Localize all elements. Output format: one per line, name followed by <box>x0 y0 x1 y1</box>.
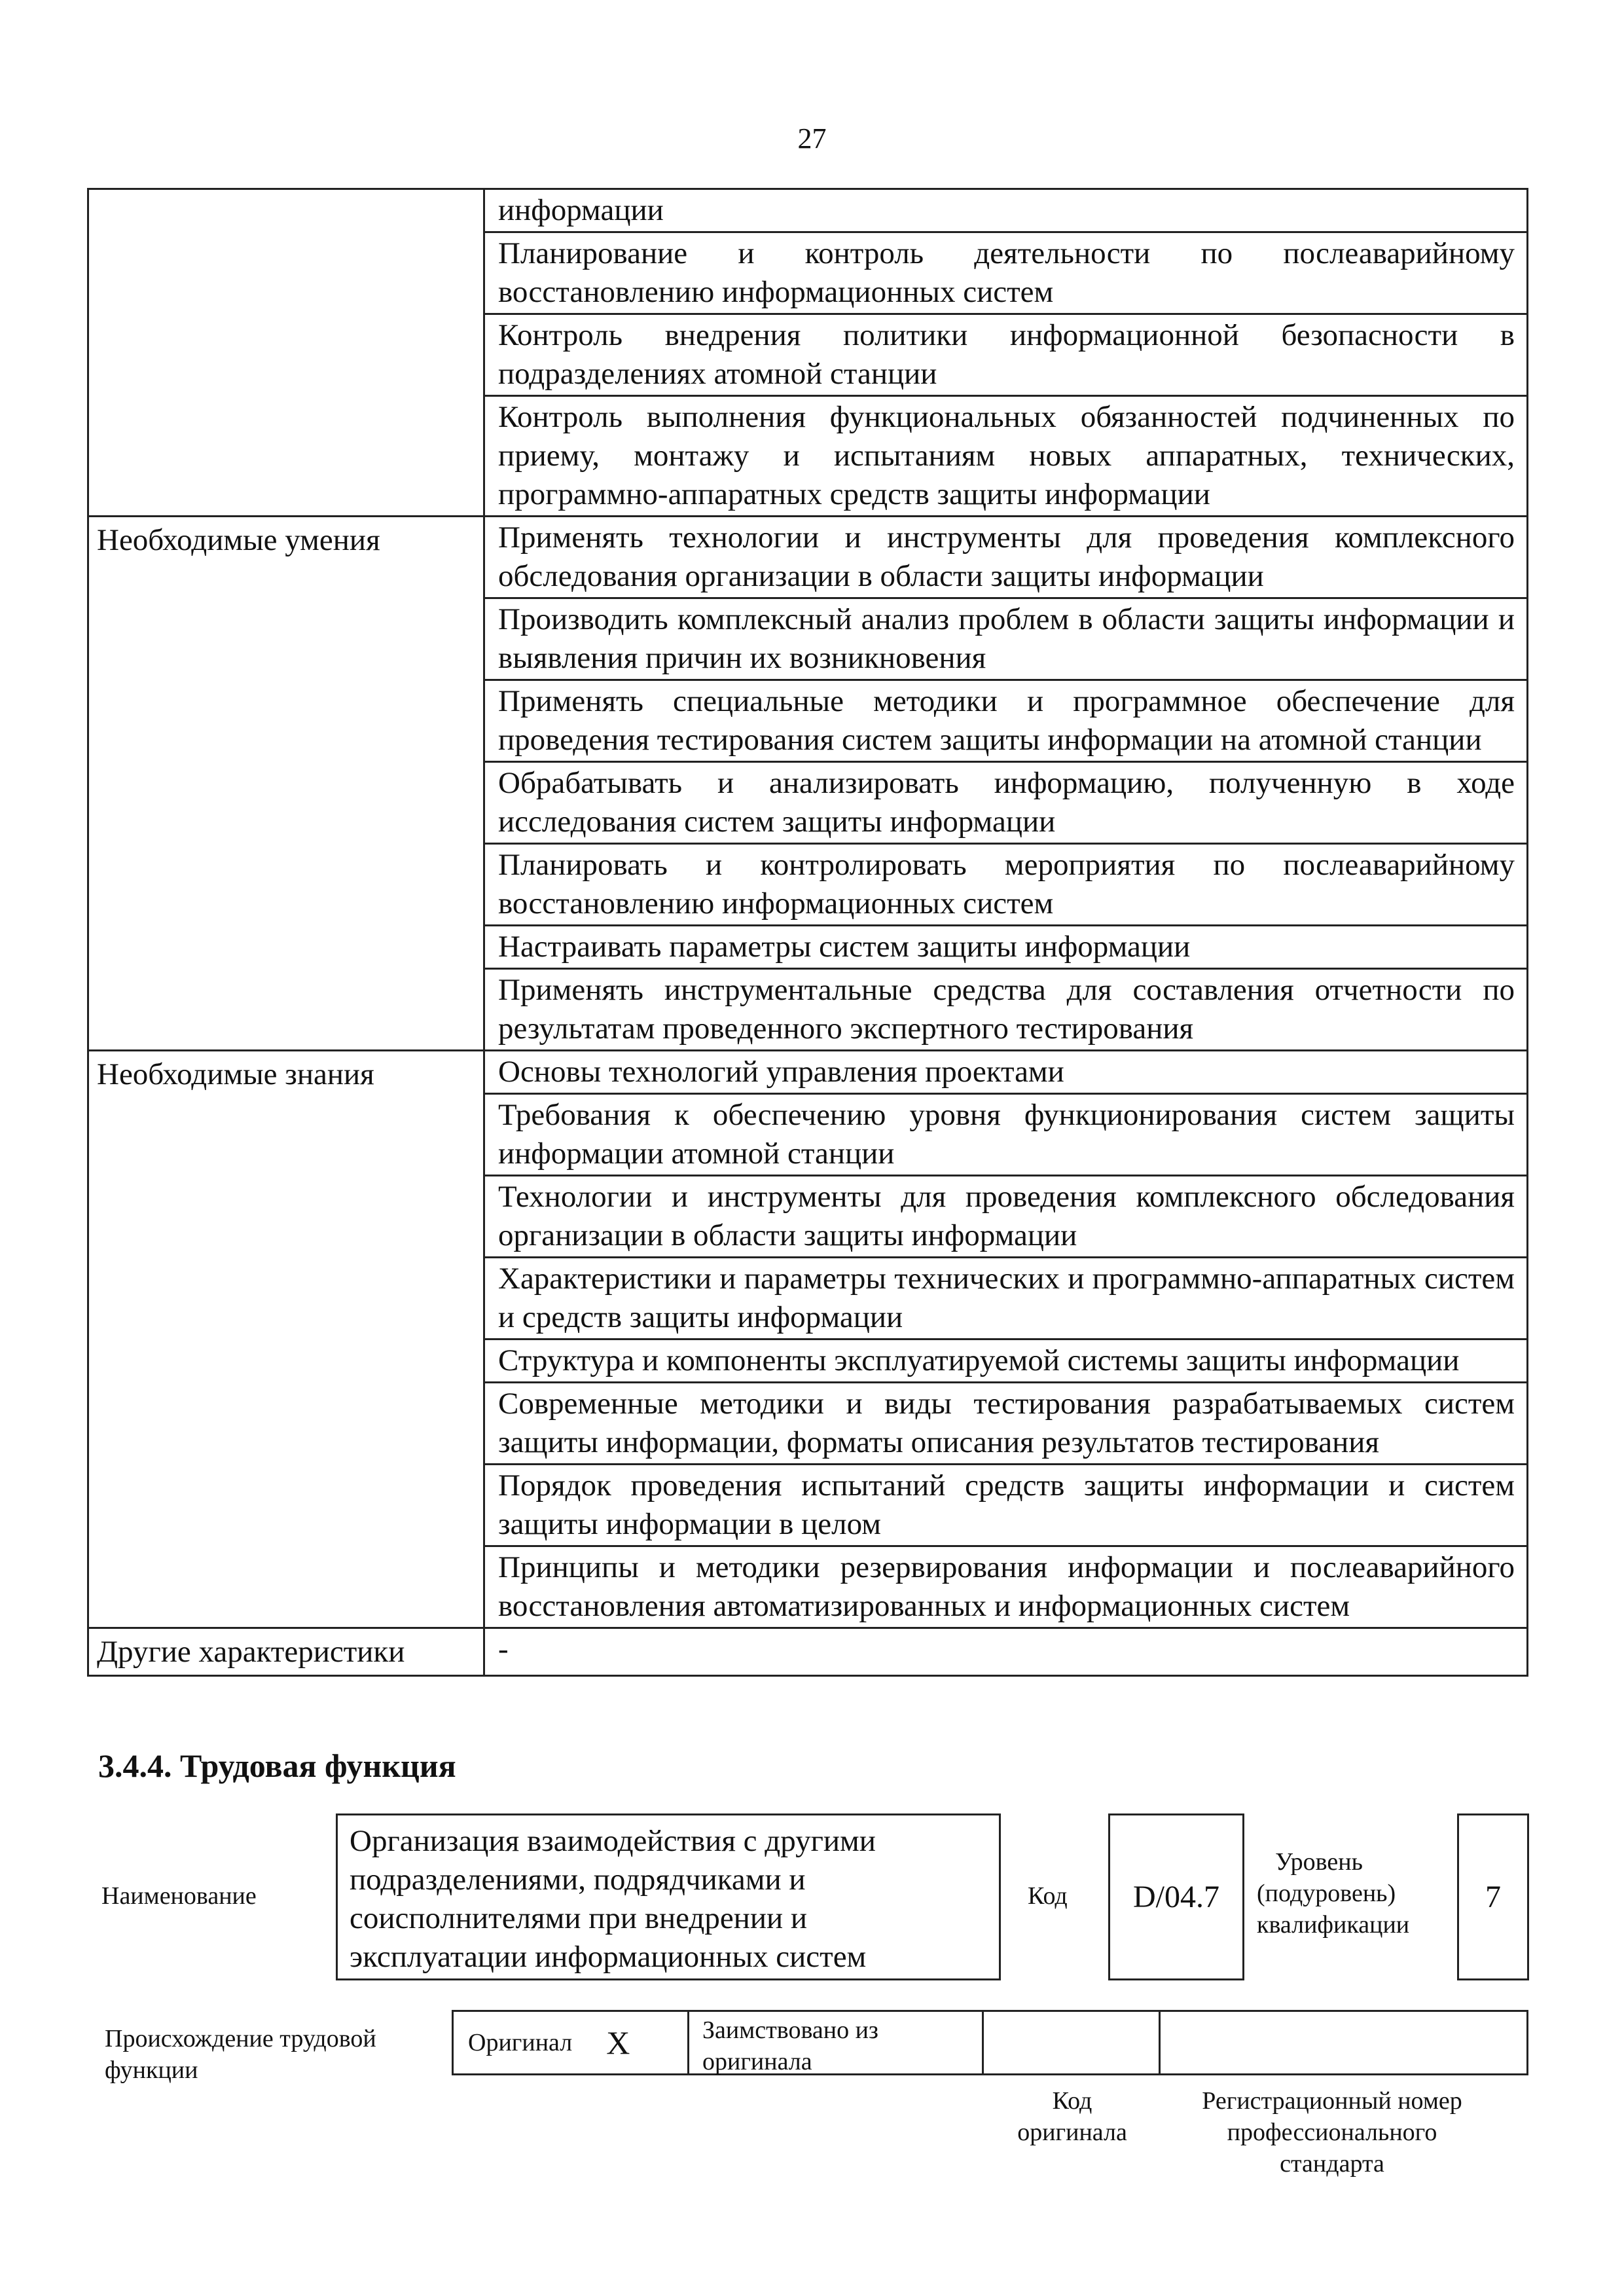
table-cell: Порядок проведения испытаний средств защиты информации и систем защиты информации в целом <box>484 1465 1528 1546</box>
section-title: 3.4.4. Трудовая функция <box>98 1747 456 1784</box>
table-cell: Принципы и методики резервирования информации и послеаварийного восстановления автоматизированных и информационных систем <box>484 1546 1528 1628</box>
row-label-empty <box>88 189 484 517</box>
table-cell: Характеристики и параметры технических и программно-аппаратных систем и средств защиты информации <box>484 1258 1528 1339</box>
table-cell: Планирование и контроль деятельности по послеаварийному восстановлению информационных систем <box>484 232 1528 314</box>
table-cell: Производить комплексный анализ проблем в области защиты информации и выявления причин их возникновения <box>484 598 1528 680</box>
name-label: Наименование <box>101 1882 257 1910</box>
table-cell: Требования к обеспечению уровня функционирования систем защиты информации атомной станции <box>484 1094 1528 1176</box>
reg-number-cell <box>1161 2012 1526 2073</box>
table-cell: Планировать и контролировать мероприятия по послеаварийному восстановлению информационных систем <box>484 844 1528 926</box>
table-cell: Обрабатывать и анализировать информацию, полученную в ходе исследования систем защиты информации <box>484 762 1528 844</box>
table-cell: Применять технологии и инструменты для проведения комплексного обследования организации в области защиты информации <box>484 517 1528 598</box>
table-row <box>88 189 1528 232</box>
table-cell: Контроль внедрения политики информационной безопасности в подразделениях атомной станции <box>484 314 1528 396</box>
original-mark: X <box>606 2024 630 2061</box>
table-row <box>88 1628 1528 1676</box>
competency-table <box>87 188 1528 1677</box>
table-row <box>88 1051 1528 1094</box>
function-code-box: D/04.7 <box>1108 1813 1244 1980</box>
table-cell: информации <box>484 189 1528 232</box>
row-label-knowledge: Необходимые знания <box>88 1051 484 1628</box>
code-caption: Код оригинала <box>1017 2087 1127 2146</box>
table-cell: Контроль выполнения функциональных обязанностей подчиненных по приему, монтажу и испытаниям новых аппаратных, технических, программно-аппаратных средств защиты информации <box>484 396 1528 517</box>
origin-row <box>452 2010 1528 2075</box>
original-label: Оригинал <box>468 2029 573 2056</box>
borrowed-cell: Заимствовано из оригинала <box>689 2012 984 2073</box>
page-number: 27 <box>797 122 827 155</box>
table-cell: - <box>484 1628 1528 1676</box>
origin-label: Происхождение трудовой функции <box>105 2025 376 2084</box>
table-row <box>88 517 1528 598</box>
table-cell: Технологии и инструменты для проведения комплексного обследования организации в области защиты информации <box>484 1176 1528 1258</box>
row-label-skills: Необходимые умения <box>88 517 484 1051</box>
code-label: Код <box>1028 1882 1068 1910</box>
table-cell: Настраивать параметры систем защиты информации <box>484 926 1528 969</box>
level-label: Уровень (подуровень) квалификации <box>1257 1848 1410 1939</box>
table-cell: Основы технологий управления проектами <box>484 1051 1528 1094</box>
table-cell: Применять специальные методики и программное обеспечение для проведения тестирования систем защиты информации на атомной станции <box>484 680 1528 762</box>
reg-number-caption: Регистрационный номер профессионального стандарта <box>1202 2087 1462 2178</box>
table-cell: Структура и компоненты эксплуатируемой системы защиты информации <box>484 1339 1528 1383</box>
function-name-box: Организация взаимодействия с другими подразделениями, подрядчиками и соисполнителями при внедрении и эксплуатации информационных систем <box>336 1813 1001 1980</box>
original-code-cell <box>984 2012 1161 2073</box>
original-cell <box>454 2012 689 2073</box>
row-label-other: Другие характеристики <box>88 1628 484 1676</box>
level-value-box: 7 <box>1457 1813 1529 1980</box>
table-cell: Применять инструментальные средства для составления отчетности по результатам проведенного экспертного тестирования <box>484 969 1528 1051</box>
table-cell: Современные методики и виды тестирования разрабатываемых систем защиты информации, форматы описания результатов тестирования <box>484 1383 1528 1465</box>
